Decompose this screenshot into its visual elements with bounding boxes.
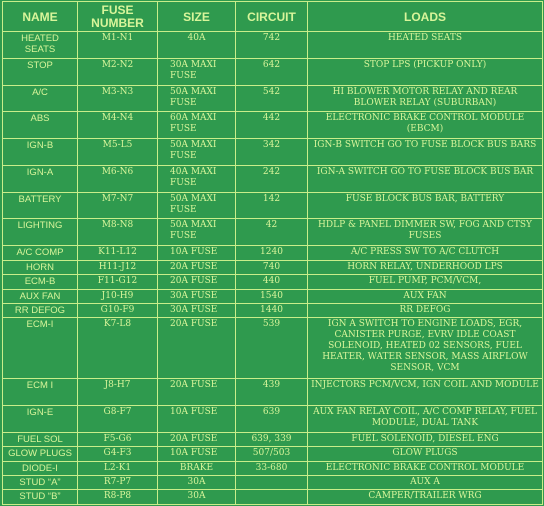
- cell-name: RR DEFOG: [3, 303, 78, 317]
- table-row: [3, 260, 543, 274]
- cell-fuse: J10-H9: [78, 289, 158, 303]
- cell-loads: FUEL PUMP, PCM/VCM,: [308, 275, 543, 289]
- cell-size: 30A MAXI FUSE: [158, 58, 236, 85]
- cell-fuse: M1-N1: [78, 32, 158, 59]
- cell-size: 40A MAXI FUSE: [158, 165, 236, 192]
- cell-circuit: 33-680: [236, 461, 308, 475]
- cell-circuit: [236, 490, 308, 505]
- cell-size: 20A FUSE: [158, 379, 236, 406]
- cell-circuit: 42: [236, 219, 308, 246]
- table-row: [3, 490, 543, 505]
- table-row: [3, 447, 543, 461]
- cell-name: HEATED SEATS: [3, 32, 78, 59]
- cell-name: HORN: [3, 260, 78, 274]
- cell-name: STUD “A”: [3, 475, 78, 489]
- cell-circuit: 740: [236, 260, 308, 274]
- cell-circuit: [236, 475, 308, 489]
- cell-loads: FUEL SOLENOID, DIESEL ENG: [308, 432, 543, 446]
- cell-size: 50A MAXI FUSE: [158, 139, 236, 166]
- cell-loads: FUSE BLOCK BUS BAR, BATTERY: [308, 192, 543, 219]
- cell-name: IGN-E: [3, 405, 78, 432]
- table-row: [3, 165, 543, 192]
- cell-name: FUEL SOL: [3, 432, 78, 446]
- cell-fuse: R7-P7: [78, 475, 158, 489]
- cell-circuit: 742: [236, 32, 308, 59]
- table-row: [3, 432, 543, 446]
- table-row: [3, 405, 543, 432]
- cell-circuit: 1540: [236, 289, 308, 303]
- cell-circuit: 142: [236, 192, 308, 219]
- table-row: [3, 318, 543, 379]
- table-row: [3, 461, 543, 475]
- cell-name: DIODE-I: [3, 461, 78, 475]
- cell-circuit: 439: [236, 379, 308, 406]
- cell-size: 30A: [158, 490, 236, 505]
- cell-size: 30A FUSE: [158, 303, 236, 317]
- cell-fuse: K11-L12: [78, 246, 158, 260]
- cell-fuse: K7-L8: [78, 318, 158, 379]
- cell-fuse: F11-G12: [78, 275, 158, 289]
- cell-name: IGN-A: [3, 165, 78, 192]
- cell-fuse: M3-N3: [78, 85, 158, 112]
- cell-circuit: 542: [236, 85, 308, 112]
- table-row: [3, 32, 543, 59]
- cell-name: LIGHTING: [3, 219, 78, 246]
- table-row: [3, 85, 543, 112]
- cell-name: A/C: [3, 85, 78, 112]
- cell-fuse: G8-F7: [78, 405, 158, 432]
- cell-size: 10A FUSE: [158, 447, 236, 461]
- cell-circuit: 440: [236, 275, 308, 289]
- cell-size: BRAKE: [158, 461, 236, 475]
- header-size: SIZE: [158, 2, 236, 32]
- cell-size: 40A: [158, 32, 236, 59]
- table-row: [3, 475, 543, 489]
- cell-size: 30A: [158, 475, 236, 489]
- cell-size: 50A MAXI FUSE: [158, 85, 236, 112]
- cell-size: 20A FUSE: [158, 275, 236, 289]
- cell-circuit: 1440: [236, 303, 308, 317]
- cell-loads: ELECTRONIC BRAKE CONTROL MODULE: [308, 461, 543, 475]
- cell-size: 20A FUSE: [158, 432, 236, 446]
- cell-circuit: 242: [236, 165, 308, 192]
- cell-size: 20A FUSE: [158, 318, 236, 379]
- cell-fuse: M8-N8: [78, 219, 158, 246]
- cell-fuse: M4-N4: [78, 112, 158, 139]
- cell-name: ECM-B: [3, 275, 78, 289]
- header-fuse-number: FUSE NUMBER: [78, 2, 158, 32]
- cell-circuit: 639, 339: [236, 432, 308, 446]
- cell-name: A/C COMP: [3, 246, 78, 260]
- table-row: [3, 379, 543, 406]
- cell-name: IGN-B: [3, 139, 78, 166]
- cell-fuse: J8-H7: [78, 379, 158, 406]
- cell-loads: IGN A SWITCH TO ENGINE LOADS, EGR, CANISTER PURGE, EVRV IDLE COAST SOLENOID, HEATED 02 SENSORS, FUEL HEATER, WATER SENSOR, MASS AIRFLOW SENSOR, VCM: [308, 318, 543, 379]
- cell-circuit: 539: [236, 318, 308, 379]
- cell-loads: INJECTORS PCM/VCM, IGN COIL AND MODULE: [308, 379, 543, 406]
- header-loads: LOADS: [308, 2, 543, 32]
- table-row: [3, 246, 543, 260]
- table-row: [3, 139, 543, 166]
- table-row: [3, 192, 543, 219]
- cell-size: 50A MAXI FUSE: [158, 219, 236, 246]
- cell-size: 20A FUSE: [158, 260, 236, 274]
- table-row: [3, 112, 543, 139]
- cell-circuit: 507/503: [236, 447, 308, 461]
- cell-name: ECM-I: [3, 318, 78, 379]
- cell-size: 60A MAXI FUSE: [158, 112, 236, 139]
- fuse-table: [2, 1, 543, 505]
- fuse-table-container: [2, 1, 542, 505]
- cell-loads: HI BLOWER MOTOR RELAY AND REAR BLOWER RELAY (SUBURBAN): [308, 85, 543, 112]
- header-row: [3, 2, 543, 32]
- cell-loads: HORN RELAY, UNDERHOOD LPS: [308, 260, 543, 274]
- cell-name: ABS: [3, 112, 78, 139]
- cell-loads: IGN-B SWITCH GO TO FUSE BLOCK BUS BARS: [308, 139, 543, 166]
- cell-loads: HEATED SEATS: [308, 32, 543, 59]
- cell-loads: AUX A: [308, 475, 543, 489]
- cell-name: AUX FAN: [3, 289, 78, 303]
- cell-loads: A/C PRESS SW TO A/C CLUTCH: [308, 246, 543, 260]
- cell-name: ECM I: [3, 379, 78, 406]
- cell-circuit: 639: [236, 405, 308, 432]
- cell-loads: AUX FAN: [308, 289, 543, 303]
- cell-size: 10A FUSE: [158, 405, 236, 432]
- cell-fuse: M6-N6: [78, 165, 158, 192]
- cell-circuit: 342: [236, 139, 308, 166]
- cell-loads: ELECTRONIC BRAKE CONTROL MODULE (EBCM): [308, 112, 543, 139]
- cell-fuse: M7-N7: [78, 192, 158, 219]
- cell-size: 30A FUSE: [158, 289, 236, 303]
- cell-loads: IGN-A SWITCH GO TO FUSE BLOCK BUS BAR: [308, 165, 543, 192]
- cell-name: STOP: [3, 58, 78, 85]
- cell-loads: CAMPER/TRAILER WRG: [308, 490, 543, 505]
- cell-circuit: 642: [236, 58, 308, 85]
- table-row: [3, 275, 543, 289]
- cell-loads: RR DEFOG: [308, 303, 543, 317]
- cell-fuse: M5-L5: [78, 139, 158, 166]
- cell-fuse: G10-F9: [78, 303, 158, 317]
- cell-fuse: H11-J12: [78, 260, 158, 274]
- header-circuit: CIRCUIT: [236, 2, 308, 32]
- cell-fuse: F5-G6: [78, 432, 158, 446]
- cell-name: BATTERY: [3, 192, 78, 219]
- cell-loads: AUX FAN RELAY COIL, A/C COMP RELAY, FUEL MODULE, DUAL TANK: [308, 405, 543, 432]
- table-row: [3, 58, 543, 85]
- table-row: [3, 303, 543, 317]
- cell-circuit: 1240: [236, 246, 308, 260]
- cell-name: STUD “B”: [3, 490, 78, 505]
- cell-fuse: M2-N2: [78, 58, 158, 85]
- header-name: NAME: [3, 2, 78, 32]
- cell-circuit: 442: [236, 112, 308, 139]
- cell-loads: GLOW PLUGS: [308, 447, 543, 461]
- cell-name: GLOW PLUGS: [3, 447, 78, 461]
- table-row: [3, 219, 543, 246]
- cell-loads: HDLP & PANEL DIMMER SW, FOG AND CTSY FUSES: [308, 219, 543, 246]
- table-row: [3, 289, 543, 303]
- cell-fuse: R8-P8: [78, 490, 158, 505]
- cell-loads: STOP LPS (PICKUP ONLY): [308, 58, 543, 85]
- cell-fuse: L2-K1: [78, 461, 158, 475]
- cell-size: 50A MAXI FUSE: [158, 192, 236, 219]
- cell-size: 10A FUSE: [158, 246, 236, 260]
- cell-fuse: G4-F3: [78, 447, 158, 461]
